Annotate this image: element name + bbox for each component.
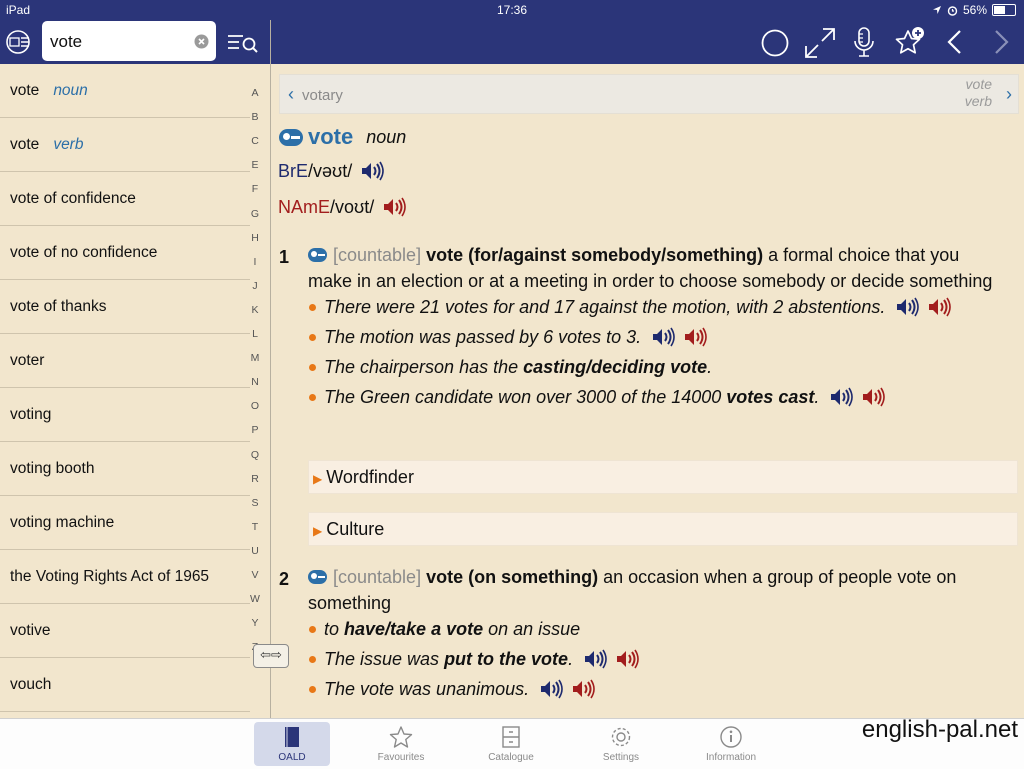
example-sentence: [308, 646, 999, 672]
alphabet-index-letter[interactable]: R: [251, 472, 259, 485]
alphabet-index-letter[interactable]: C: [251, 135, 259, 148]
headword-item-text: the Voting Rights Act of 1965: [10, 567, 210, 585]
tab-label: Information: [705, 752, 757, 763]
split-view-handle[interactable]: ⇦⇨: [253, 644, 289, 668]
alphabet-index-letter[interactable]: O: [250, 400, 260, 413]
alphabet-index-letter[interactable]: F: [251, 183, 259, 196]
headword-list-item[interactable]: [0, 496, 250, 550]
disclosure-triangle-icon: ▶: [313, 524, 323, 538]
headword-list-item[interactable]: [0, 604, 250, 658]
battery-icon: [992, 4, 1016, 16]
headword-list: [0, 64, 270, 718]
culture-box[interactable]: [308, 512, 1018, 546]
wordfinder-label: Wordfinder: [326, 467, 414, 487]
example-text: on an issue: [483, 619, 581, 639]
device-label: iPad: [6, 3, 31, 17]
headword-item-text: vote: [10, 81, 40, 99]
alphabet-index-letter[interactable]: H: [251, 231, 259, 244]
alphabet-index-letter[interactable]: U: [251, 544, 259, 557]
example-audio-name-button[interactable]: [927, 296, 953, 318]
headword-list-item[interactable]: [0, 334, 250, 388]
example-text: The vote was unanimous.: [324, 679, 530, 699]
back-button[interactable]: [944, 28, 966, 56]
example-text: .: [814, 387, 820, 407]
wordfinder-box[interactable]: [308, 460, 1018, 494]
culture-label: Culture: [326, 519, 385, 539]
clock: 17:36: [496, 3, 528, 17]
chevron-left-icon: [944, 28, 966, 56]
bre-audio-button[interactable]: [360, 160, 386, 182]
entry-pane: [271, 64, 1024, 718]
chevron-right-icon: [990, 28, 1012, 56]
tab-catalogue[interactable]: [473, 722, 549, 766]
speaker-icon: [651, 326, 677, 348]
example-audio-name-button[interactable]: [861, 386, 887, 408]
tab-label: OALD: [278, 752, 306, 763]
sense-definition-block: [308, 242, 999, 294]
star-icon: [363, 725, 439, 752]
alphabet-index-letter[interactable]: V: [251, 569, 259, 581]
alphabet-index-letter[interactable]: K: [251, 303, 259, 316]
example-audio-name-button[interactable]: [683, 326, 709, 348]
status-bar: [0, 0, 1024, 20]
headword-text: vote: [308, 124, 354, 149]
sense-definition-block: [308, 564, 999, 616]
sense-number: 1: [279, 247, 290, 267]
alphabet-index-letter[interactable]: P: [251, 424, 259, 437]
next-entry-link[interactable]: [965, 76, 992, 110]
forward-button[interactable]: [990, 28, 1012, 56]
chevron-right-icon[interactable]: ›: [1006, 84, 1012, 104]
fullscreen-button[interactable]: [803, 26, 837, 60]
definition-text: a formal choice that you make in an election or at a meeting in order to choose somebody or decide something: [308, 245, 993, 291]
headword-item-text: vote: [10, 135, 40, 153]
battery-percent: 56%: [962, 3, 987, 17]
headword-item-text: voting: [10, 405, 52, 423]
grammar-label: [countable]: [333, 567, 422, 587]
speaker-icon: [615, 648, 641, 670]
headword-item-text: vouch: [10, 675, 52, 693]
example-text: The motion was passed by 6 votes to 3.: [324, 327, 642, 347]
entry-nav-bar: [279, 74, 1019, 114]
search-input[interactable]: [48, 29, 192, 55]
alphabet-index-letter[interactable]: S: [251, 496, 259, 509]
tab-settings[interactable]: [583, 722, 659, 766]
headword-item-text: voter: [10, 351, 45, 369]
speaker-icon: [829, 386, 855, 408]
example-audio-bre-button[interactable]: [539, 678, 565, 700]
next-entry-pos: verb: [964, 93, 992, 109]
pronunciation-button[interactable]: [760, 28, 790, 58]
alphabet-index-letter[interactable]: T: [251, 520, 259, 533]
bre-ipa: /vəʊt/: [308, 160, 353, 181]
example-audio-bre-button[interactable]: [895, 296, 921, 318]
pron-name: [278, 196, 408, 218]
entry-headword: [279, 124, 406, 150]
example-collocation: have/take a vote: [344, 619, 484, 639]
headword-item-text: vote of no confidence: [10, 243, 158, 261]
clear-search-icon[interactable]: [194, 34, 209, 49]
sense-headword: vote (for/against somebody/something): [426, 245, 764, 265]
alphabet-index-letter[interactable]: G: [250, 207, 260, 220]
example-collocation: votes cast: [726, 387, 815, 407]
location-icon: [932, 5, 942, 15]
sense-number: 2: [279, 569, 290, 589]
headword-list-item[interactable]: [0, 172, 250, 226]
alphabet-index-letter[interactable]: A: [251, 87, 259, 99]
oxford-3000-key-icon: [279, 129, 303, 146]
grammar-label: [countable]: [333, 245, 422, 265]
tab-label: Catalogue: [488, 752, 534, 763]
example-sentence: [308, 616, 999, 642]
headword-list-item[interactable]: [0, 64, 250, 118]
add-favourite-button[interactable]: [893, 25, 927, 59]
example-text: to: [324, 619, 345, 639]
alphabet-index-letter[interactable]: I: [253, 255, 257, 268]
circle-icon: [760, 28, 790, 58]
alphabet-index-letter[interactable]: M: [250, 352, 260, 365]
alphabet-index-letter[interactable]: B: [251, 111, 259, 124]
headword-item-text: vote of thanks: [10, 297, 107, 315]
example-audio-name-button[interactable]: [615, 648, 641, 670]
example-list: [308, 294, 999, 410]
example-audio-name-button[interactable]: [571, 678, 597, 700]
headword-list-item[interactable]: [0, 658, 250, 712]
alphabet-index-letter[interactable]: Y: [251, 617, 259, 630]
example-audio-bre-button[interactable]: [651, 326, 677, 348]
speaker-icon: [571, 678, 597, 700]
tab-label: Settings: [602, 752, 640, 763]
speaker-icon: [382, 196, 408, 218]
voice-search-button[interactable]: [851, 26, 877, 60]
headword-item-text: vote of confidence: [10, 189, 136, 207]
speaker-icon: [927, 296, 953, 318]
speaker-icon: [360, 160, 386, 182]
headword-list-item[interactable]: [0, 226, 250, 280]
example-sentence: [308, 676, 999, 702]
gear-icon: [583, 725, 659, 752]
example-audio-bre-button[interactable]: [583, 648, 609, 670]
speaker-icon: [583, 648, 609, 670]
example-text: The chairperson has the: [324, 357, 524, 377]
speaker-icon: [539, 678, 565, 700]
example-sentence: [308, 294, 999, 320]
headword-list-item[interactable]: [0, 442, 250, 496]
example-list: [308, 616, 999, 702]
sense-1: [279, 242, 999, 414]
chevron-left-icon: ‹: [288, 84, 294, 104]
history-icon: [5, 29, 35, 55]
definition-text: an occasion when a group of people vote on something: [308, 567, 957, 613]
book-icon: [254, 725, 330, 752]
fulltext-search-button[interactable]: [227, 31, 259, 55]
example-collocation: casting/deciding vote: [523, 357, 708, 377]
sense-headword: vote (on something): [426, 567, 599, 587]
headword-list-item[interactable]: [0, 280, 250, 334]
alarm-icon: [947, 5, 958, 16]
example-audio-bre-button[interactable]: [829, 386, 855, 408]
search-box[interactable]: [42, 21, 216, 61]
history-button[interactable]: [5, 29, 35, 55]
alphabet-index-letter[interactable]: Q: [250, 448, 260, 461]
speaker-icon: [895, 296, 921, 318]
alphabet-index-letter[interactable]: N: [251, 376, 259, 389]
headword-list-item[interactable]: [0, 388, 250, 442]
next-entry-word: vote: [965, 76, 992, 92]
example-text: .: [568, 649, 574, 669]
example-text: The Green candidate won over 3000 of the 14000: [324, 387, 727, 407]
expand-icon: [803, 26, 837, 60]
headword-item-pos: noun: [53, 81, 88, 99]
example-text: There were 21 votes for and 17 against the motion, with 2 abstentions.: [324, 297, 886, 317]
name-label: NAmE: [278, 196, 331, 217]
list-search-icon: [227, 31, 259, 55]
alphabet-index-letter[interactable]: E: [251, 159, 259, 172]
headword-item-text: voting booth: [10, 459, 95, 477]
name-ipa: /voʊt/: [330, 196, 375, 217]
previous-entry-label: votary: [302, 87, 343, 104]
example-sentence: [308, 384, 999, 410]
alphabet-index-letter[interactable]: W: [250, 593, 260, 606]
headword-item-text: votive: [10, 621, 51, 639]
example-collocation: put to the vote: [444, 649, 569, 669]
alphabet-index-letter[interactable]: J: [252, 279, 258, 292]
example-text: The issue was: [324, 649, 445, 669]
tab-favourites[interactable]: [363, 722, 439, 766]
catalogue-icon: [473, 725, 549, 752]
alphabet-index-letter[interactable]: L: [252, 328, 258, 340]
headword-list-item[interactable]: [0, 118, 250, 172]
headword-item-text: voting machine: [10, 513, 115, 531]
oxford-3000-key-icon: [308, 248, 327, 262]
watermark-text: english-pal.net: [861, 716, 1018, 743]
headword-list-item[interactable]: [0, 550, 250, 604]
speaker-icon: [683, 326, 709, 348]
headword-item-pos: verb: [53, 135, 84, 153]
microphone-icon: [851, 26, 877, 60]
tab-label: Favourites: [377, 752, 425, 763]
top-toolbar: [0, 20, 1024, 64]
bre-label: BrE: [278, 160, 309, 181]
status-right: [932, 3, 1016, 17]
example-text: .: [707, 357, 713, 377]
tab-information[interactable]: [693, 722, 769, 766]
pron-bre: [278, 160, 386, 182]
speaker-icon: [861, 386, 887, 408]
sense-2: [279, 564, 999, 706]
previous-entry-link[interactable]: [288, 75, 343, 113]
tab-oald[interactable]: [254, 722, 330, 766]
disclosure-triangle-icon: ▶: [313, 472, 323, 486]
oxford-3000-key-icon: [308, 570, 327, 584]
info-icon: [693, 725, 769, 752]
headword-pos: noun: [366, 126, 407, 147]
star-add-icon: [893, 25, 927, 59]
example-sentence: [308, 324, 999, 350]
example-sentence: [308, 354, 999, 380]
name-audio-button[interactable]: [382, 196, 408, 218]
